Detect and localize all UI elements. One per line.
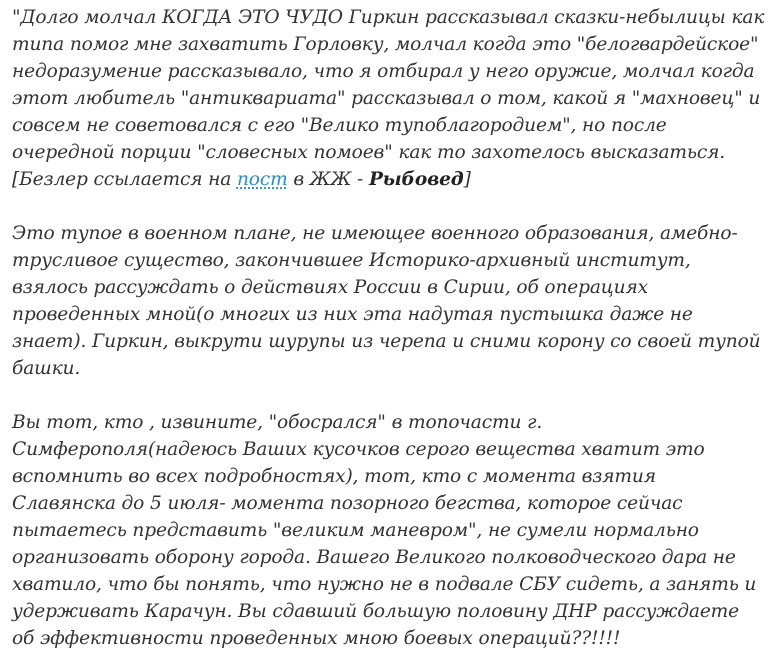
quote-paragraph-2: Это тупое в военном плане, не имеющее военного образования, амебно-трусливое существо, закончившее Историко-архивный институт, взялось рассуждать о действиях России в Сирии, об операциях проведенных мной(о многих из них эта надутая пустышка даже не знает). Гиркин, выкрути шурупы из черепа и сними корону со своей тупой башки.	[12, 223, 761, 379]
author-name: Рыбовед	[368, 169, 464, 190]
quote-paragraph-3: Вы тот, кто , извините, "обосрался" в топочасти г. Симферополя(надеюсь Ваших кусочков серого вещества хватит это вспомнить во всех подробностях), тот, кто с момента взятия Славянска до 5 июля- момента позорного бегства, которое сейчас пытаетесь представить "великим маневром", не сумели нормально организовать оборону города. Вашего Великого полководческого дара не хватило, что бы понять, что нужно не в подвале СБУ сидеть, а занять и удерживать Карачун. Вы сдавший большую половину ДНР рассуждаете об эффективности проведенных мною боевых операций??!!!!	[12, 412, 757, 649]
paragraph-1-closing: ]	[463, 169, 471, 190]
post-link[interactable]: пост	[236, 169, 288, 190]
paragraph-1-text: "Долго молчал КОГДА ЭТО ЧУДО Гиркин рассказывал сказки-небылицы как типа помог мне захватить Горловку, молчал когда это "белогвардейское" недоразумение рассказывало, что я отбирал у него оружие, молчал когда этот любитель "антиквариата" рассказывал о том, какой я "махновец" и совсем не советовался с его "Велико тупоблагородием", но после очередной порции "словесных помоев" как то захотелось высказаться. [Безлер ссылается на	[12, 7, 765, 190]
quote-paragraph-1	[12, 4, 765, 193]
paragraph-1-after-link: в ЖЖ -	[287, 169, 369, 190]
